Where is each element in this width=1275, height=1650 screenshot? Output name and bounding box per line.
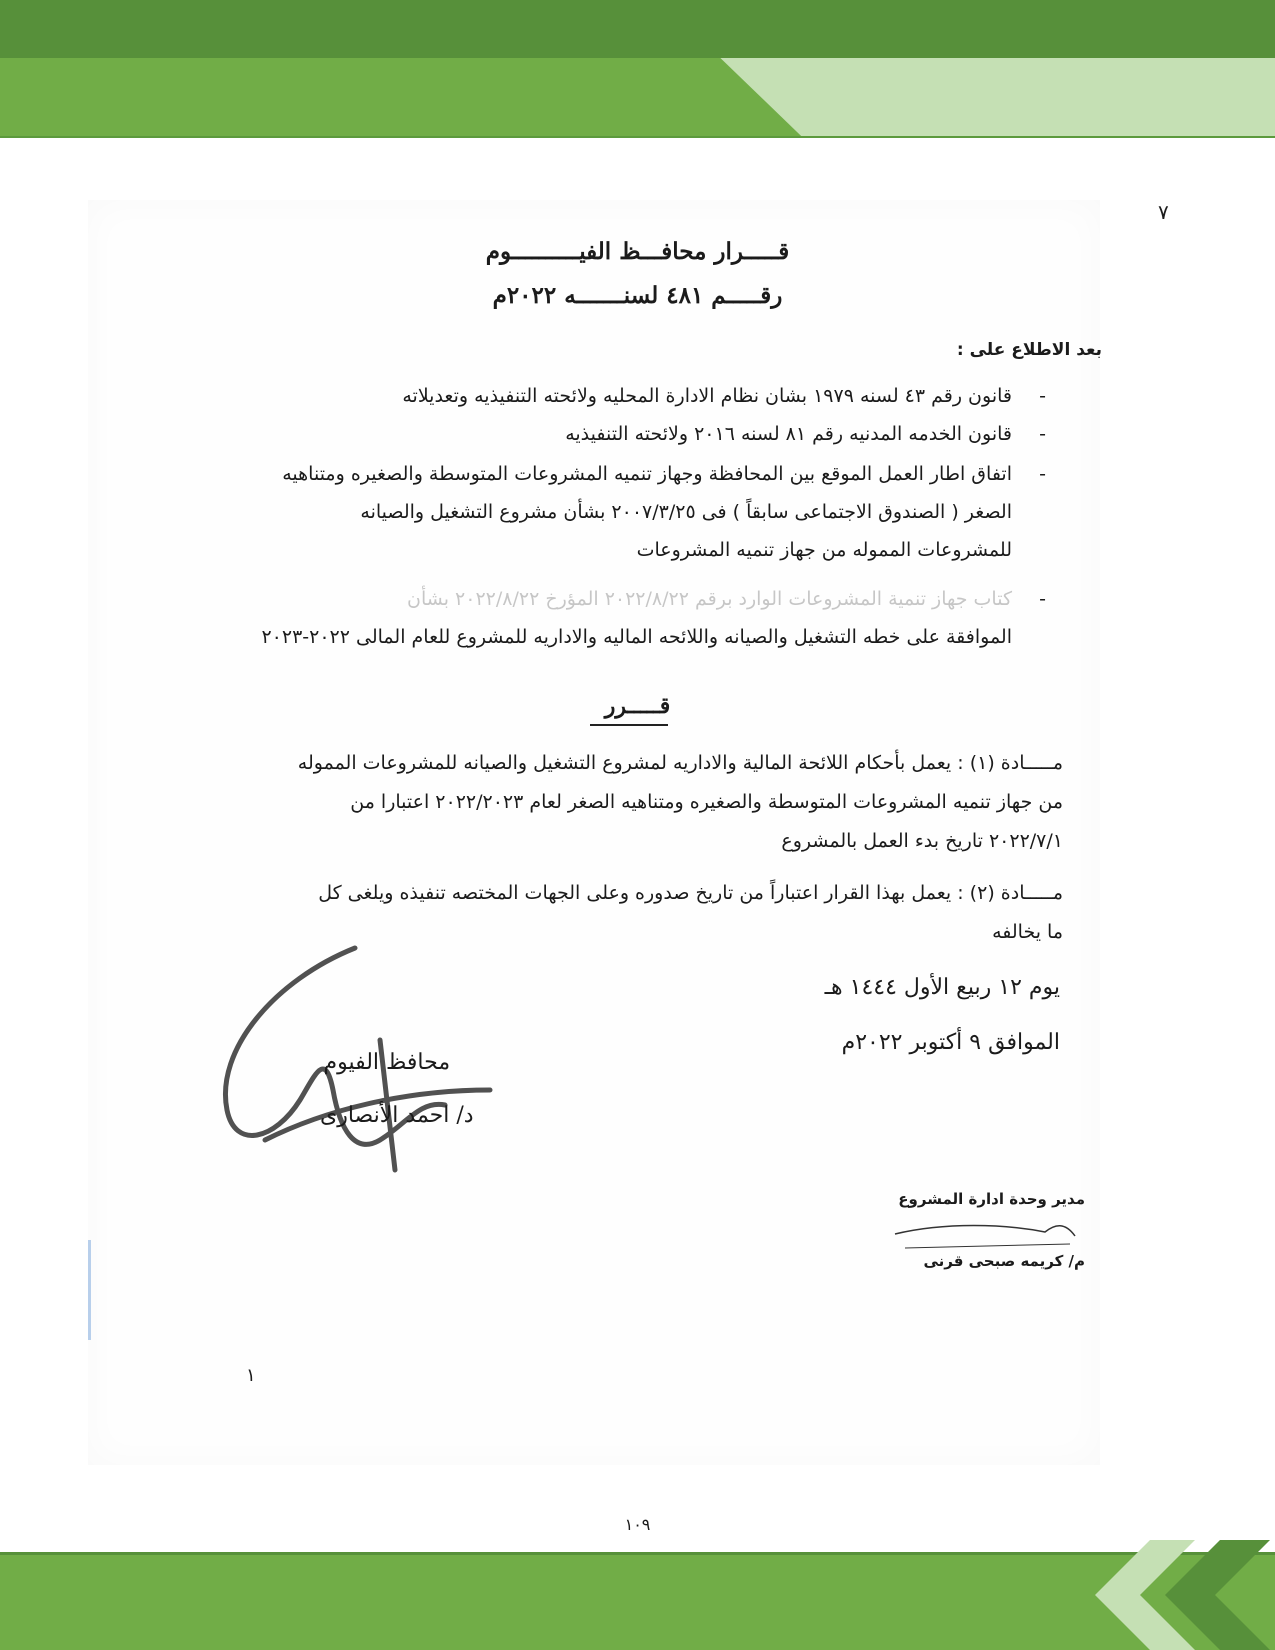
reference-line: قانون رقم ٤٣ لسنه ١٩٧٩ بشان نظام الادارة المحليه ولائحته التنفيذيه وتعديلاته [402, 385, 1012, 407]
reference-line: الصغر ( الصندوق الاجتماعى سابقاً ) فى ٢٠٠٧/٣/٢٥ بشأن مشروع التشغيل والصيانه [360, 501, 1012, 523]
page-number: ١٠٩ [624, 1515, 651, 1534]
date-hijri: يوم ١٢ ربيع الأول ١٤٤٤ هـ [824, 975, 1060, 1000]
article-line: من جهاز تنميه المشروعات المتوسطة والصغيره ومتناهيه الصغر لعام ٢٠٢٢/٢٠٢٣ اعتبارا من [350, 791, 1063, 813]
manager-block [885, 1190, 1085, 1270]
article-line: مـــــادة (٢) : يعمل بهذا القرار اعتباراً من تاريخ صدوره وعلى الجهات المختصه تنفيذه ويلغى كل [318, 882, 1063, 904]
stray-mark: ١ [246, 1365, 256, 1386]
reference-line-faded: كتاب جهاز تنمية المشروعات الوارد برقم ٢٠٢٢/٨/٢٢ المؤرخ ٢٠٢٢/٨/٢٢ بشأن [407, 588, 1012, 610]
decree-title: قـــــرار محافـــظ الفيــــــــــوم [485, 238, 790, 265]
governor-title: محافظ الفيوم [323, 1050, 451, 1075]
corner-mark: ٧ [1158, 200, 1169, 224]
scan-edge-mark [88, 1240, 91, 1340]
manager-title: مدير وحدة ادارة المشروع [898, 1190, 1085, 1208]
header-divider [0, 136, 1275, 138]
manager-signature [885, 1214, 1085, 1250]
decided-underline [590, 724, 668, 726]
decree-number: رقـــــم ٤٨١ لسنـــــــه ٢٠٢٢م [492, 282, 783, 309]
bullet-dash: - [1039, 385, 1046, 407]
bullet-dash: - [1039, 588, 1046, 610]
reference-line: اتفاق اطار العمل الموقع بين المحافظة وجهاز تنميه المشروعات المتوسطة والصغيره ومتناهيه [282, 463, 1012, 485]
footer-divider [0, 1552, 1275, 1555]
reference-line: الموافقة على خطه التشغيل والصيانه واللائحه الماليه والاداريه للمشروع للعام المالى ٢٠٢٢-٢٠٢٣ [261, 626, 1012, 648]
reference-line: للمشروعات المموله من جهاز تنميه المشروعات [636, 539, 1012, 561]
governor-name: د/ احمد الأنصارى [320, 1103, 474, 1128]
footer-chevron-icon [1090, 1540, 1275, 1650]
bullet-dash: - [1039, 463, 1046, 485]
governor-block [300, 1050, 474, 1128]
preamble: بعد الاطلاع على : [956, 340, 1102, 360]
date-block [825, 975, 1060, 1055]
decided-heading: قـــــرر [604, 693, 671, 719]
date-gregorian: الموافق ٩ أكتوبر ٢٠٢٢م [841, 1030, 1060, 1055]
bullet-dash: - [1039, 423, 1046, 445]
article-line: مـــــادة (١) : يعمل بأحكام اللائحة المالية والاداريه لمشروع التشغيل والصيانه للمشروعات المموله [297, 752, 1063, 774]
manager-name: م/ كريمه صبحى قرنى [923, 1252, 1085, 1270]
reference-line: قانون الخدمه المدنيه رقم ٨١ لسنه ٢٠١٦ ولائحته التنفيذيه [565, 423, 1012, 445]
header-band-dark [0, 0, 1275, 58]
article-line: ما يخالفه [992, 921, 1063, 943]
footer-band [0, 1552, 1275, 1650]
article-line: ٢٠٢٢/٧/١ تاريخ بدء العمل بالمشروع [781, 830, 1063, 852]
